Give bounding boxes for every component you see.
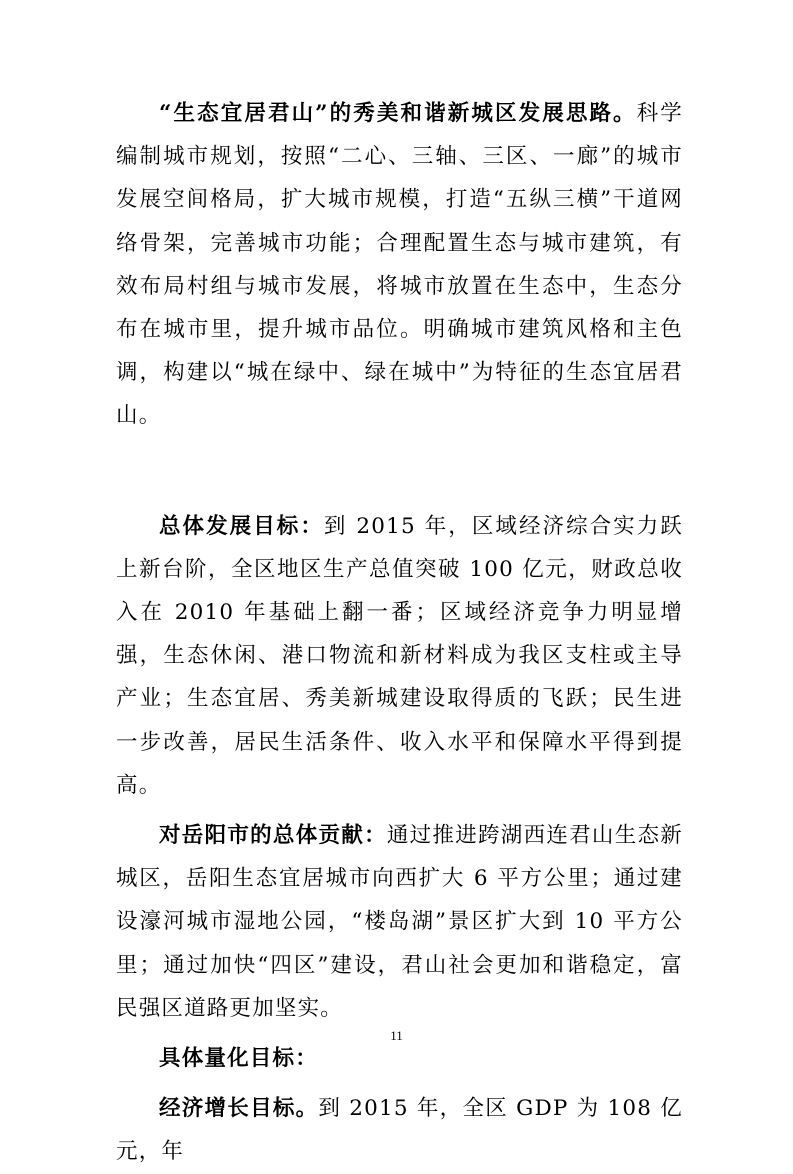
paragraph-development-approach: [116, 92, 683, 438]
paragraph-body: 通过推进跨湖西连君山生态新城区，岳阳生态宜居城市向西扩大 6 平方公里；通过建设濠河城市湿地公园，“楼岛湖”景区扩大到 10 平方公里；通过加快“四区”建设，君山社会更加和谐稳定，富民强区道路更加坚实。: [116, 823, 683, 1021]
paragraph-economic-growth: [116, 1087, 683, 1173]
paragraph-overall-goal: [116, 505, 683, 807]
page-number: 11: [390, 1028, 403, 1043]
paragraph-body: 到 2015 年，全区 GDP 为 108 亿元，年: [116, 1096, 683, 1165]
paragraph-body: 科学编制城市规划，按照“二心、三轴、三区、一廊”的城市发展空间格局，扩大城市规模，打造“五纵三横”干道网络骨架，完善城市功能；合理配置生态与城市建筑，有效布局村组与城市发展，将城市放置在生态中，生态分布在城市里，提升城市品位。明确城市建筑风格和主色调，构建以“城在绿中、绿在城中”为特征的生态宜居君山。: [116, 101, 684, 429]
paragraph-lead: 对岳阳市的总体贡献：: [159, 823, 387, 849]
document-page: [116, 92, 683, 1174]
paragraph-lead: “生态宜居君山”的秀美和谐新城区发展思路。: [159, 101, 637, 126]
paragraph-body: 到 2015 年，区域经济综合实力跃上新台阶，全区地区生产总值突破 100 亿元，财政总收入在 2010 年基础上翻一番；区域经济竞争力明显增强，生态休闲、港口物流和新材料成为我区支柱或主导产业；生态宜居、秀美新城建设取得质的飞跃；民生进一步改善，居民生活条件、收入水平和保障水平得到提高。: [116, 513, 683, 798]
paragraph-lead: 总体发展目标：: [159, 513, 324, 539]
paragraph-contribution: [116, 814, 683, 1030]
paragraph-lead: 具体量化目标：: [159, 1046, 318, 1072]
paragraph-lead: 经济增长目标。: [159, 1096, 319, 1122]
